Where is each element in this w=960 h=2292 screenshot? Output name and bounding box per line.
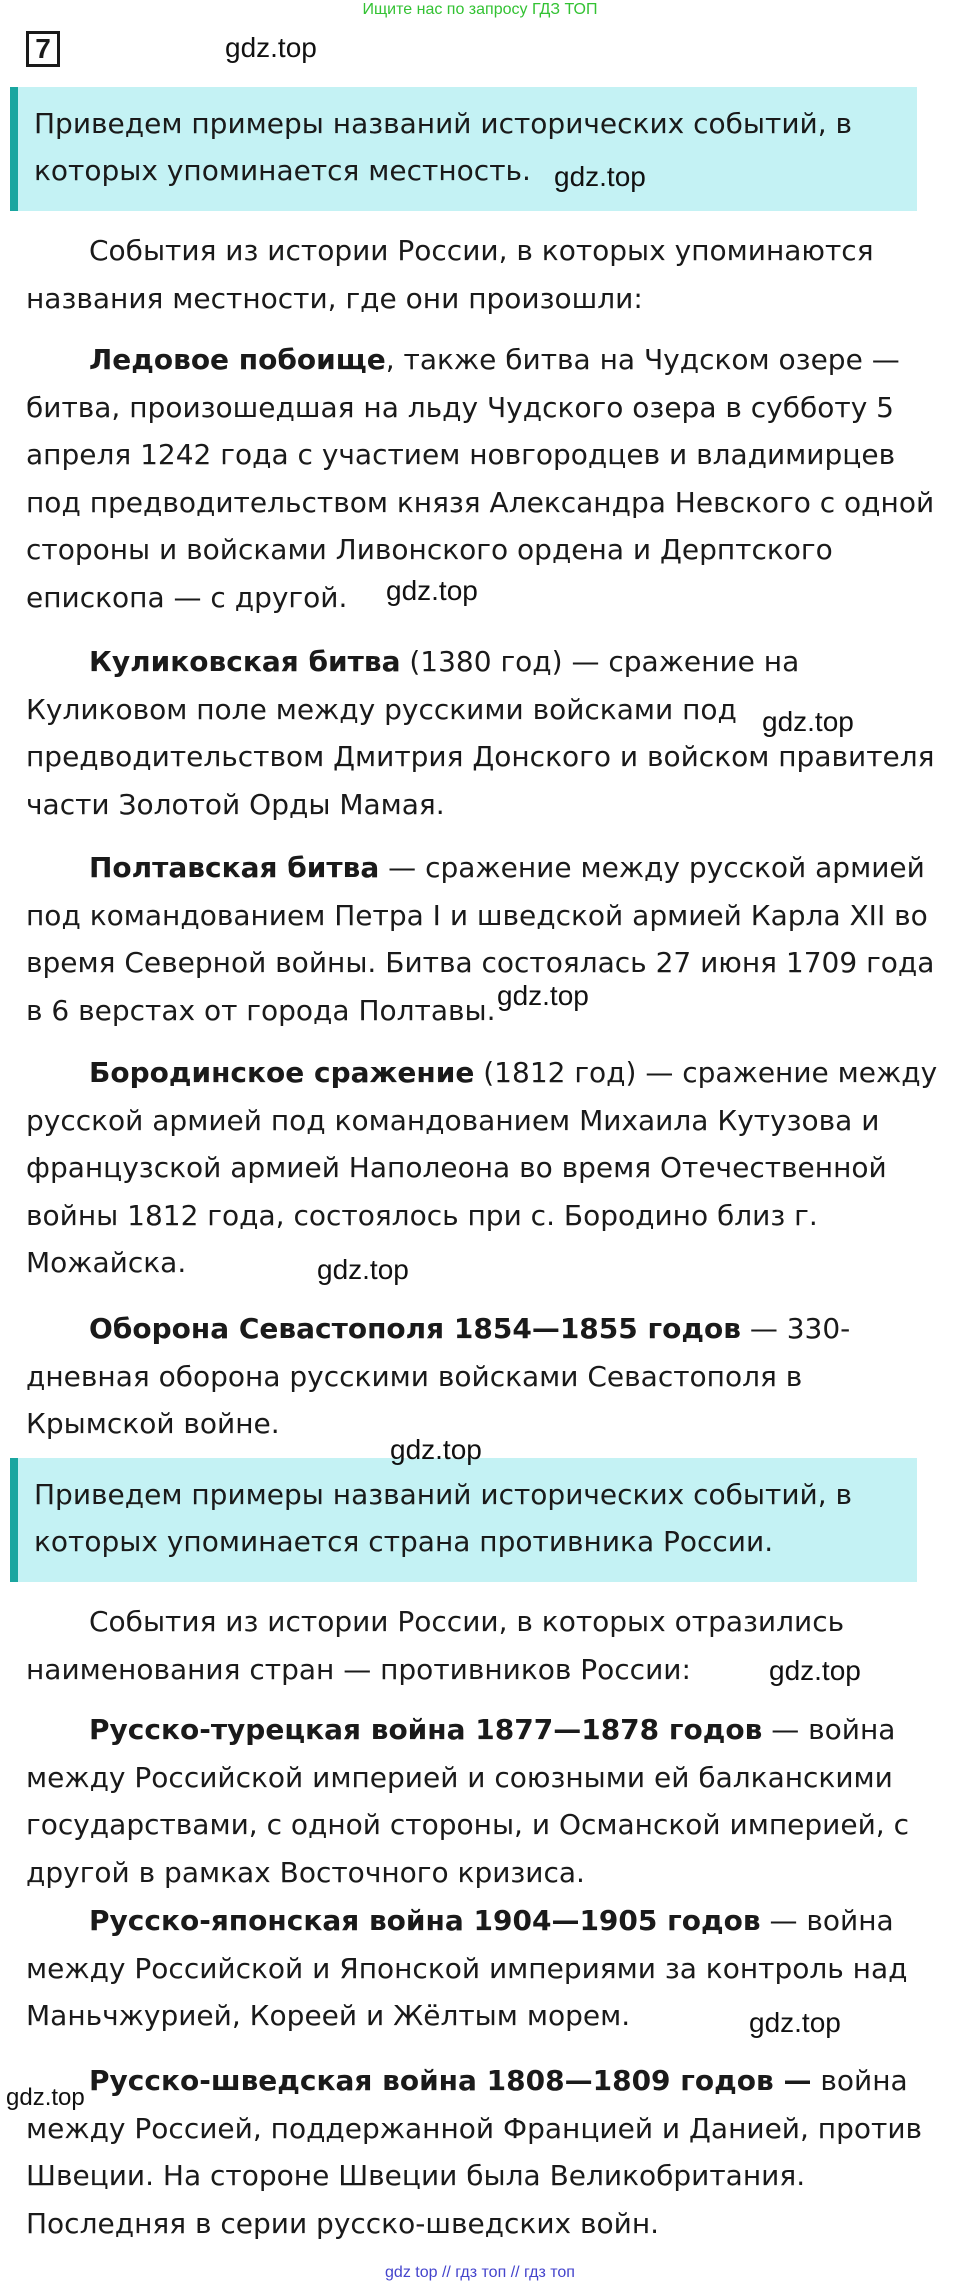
event-paragraph-6 — [26, 1706, 956, 1896]
intro-text: События из истории России, в которых упоминаются названия местности, где они произошли: — [26, 234, 874, 315]
event-text: (1380 год) — сражение на Куликовом поле между русскими войсками под предводительством Дмитрия Донского и войском правителя части Золотой Орды Мамая. — [26, 645, 935, 821]
event-text: — сражение между русской армией под командованием Петра I и шведской армией Карла XII во время Северной войны. Битва состоялась 27 июня 1709 года в 6 верстах от города Полтавы. — [26, 851, 935, 1027]
event-paragraph-5 — [26, 1305, 956, 1448]
event-name: Оборона Севастополя 1854—1855 годов — [89, 1312, 741, 1345]
question-text: Приведем примеры названий исторических событий, в которых упоминается страна противника России. — [34, 1478, 853, 1558]
event-text: , также битва на Чудском озере — битва, произошедшая на льду Чудского озера в субботу 5 апреля 1242 года с участием новгородцев и владимирцев под предводительством князя Александра Невского с одной стороны и войсками Ливонского ордена и Дерптского епископа — с другой. — [26, 343, 935, 614]
watermark: gdz.top — [317, 1254, 409, 1285]
event-paragraph-8 — [26, 2057, 956, 2247]
event-text: война между Россией, поддержанной Францией и Данией, против Швеции. На стороне Швеции была Великобритания. Последняя в серии русско-шведских войн. — [26, 2064, 923, 2240]
event-name: Куликовская битва — [89, 645, 401, 678]
task-number: 7 — [26, 31, 60, 67]
intro-text: События из истории России, в которых отразились наименования стран — противников России: — [26, 1605, 845, 1686]
watermark: gdz.top — [769, 1655, 861, 1686]
question-block-1 — [10, 87, 917, 211]
event-name: Ледовое побоище — [89, 343, 386, 376]
event-name: Русско-японская война 1904—1905 годов — [89, 1904, 761, 1937]
search-hint-link[interactable]: Ищите нас по запросу ГДЗ ТОП — [362, 1, 598, 18]
watermark: gdz.top — [554, 161, 646, 192]
footer-links[interactable]: gdz top // гдз топ // гдз топ — [385, 2264, 575, 2281]
question-block-2 — [10, 1458, 917, 1582]
watermark: gdz.top — [749, 2007, 841, 2038]
event-text: — война между Российской и Японской империями за контроль над Маньчжурией, Кореей и Жёлтым морем. — [26, 1904, 908, 2032]
event-name: Бородинское сражение — [89, 1056, 475, 1089]
event-paragraph-1 — [26, 336, 956, 621]
question-text: Приведем примеры названий исторических событий, в которых упоминается местность. — [34, 107, 853, 187]
watermark: gdz.top — [390, 1434, 482, 1465]
answer-intro-1 — [26, 227, 956, 322]
event-text: — война между Российской империей и союзными ей балканскими государствами, с одной стороны, и Османской империей, с другой в рамках Восточного кризиса. — [26, 1713, 909, 1889]
event-paragraph-3 — [26, 844, 956, 1034]
watermark: gdz.top — [225, 32, 317, 63]
event-paragraph-4 — [26, 1049, 956, 1287]
event-name: Полтавская битва — [89, 851, 380, 884]
watermark: gdz.top — [386, 575, 478, 606]
event-text: — 330-дневная оборона русскими войсками Севастополя в Крымской войне. — [26, 1312, 851, 1440]
event-text: (1812 год) — сражение между русской армией под командованием Михаила Кутузова и французской армией Наполеона во время Отечественной войны 1812 года, состоялось при с. Бородино близ г. Можайска. — [26, 1056, 938, 1279]
watermark: gdz.top — [762, 706, 854, 737]
watermark: gdz.top — [497, 980, 589, 1011]
watermark: gdz.top — [6, 2084, 85, 2111]
event-name: Русско-турецкая война 1877—1878 годов — [89, 1713, 763, 1746]
event-name: Русско-шведская война 1808—1809 годов — — [89, 2064, 812, 2097]
